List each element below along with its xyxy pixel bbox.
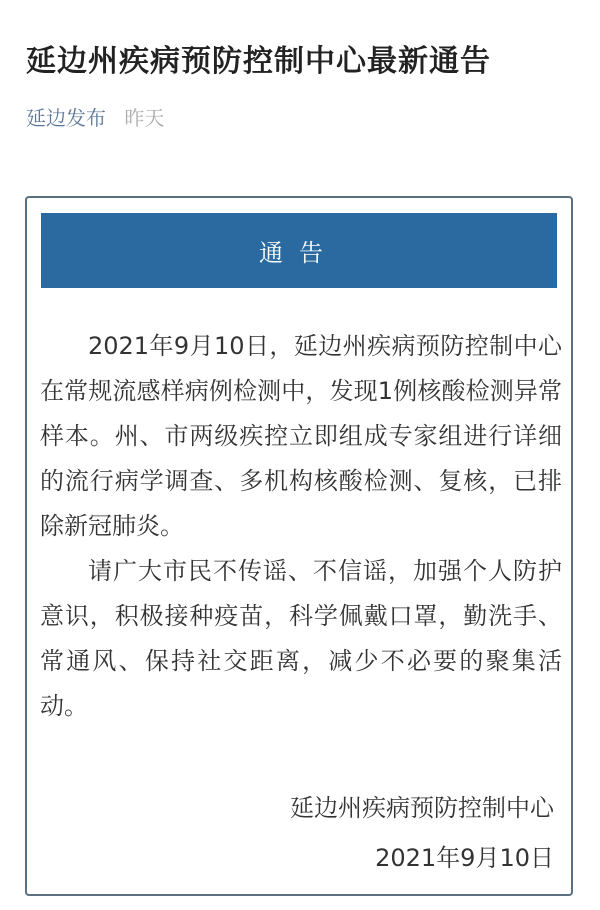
article-meta [26, 102, 164, 131]
paragraph: 2021年9月10日，延边州疾病预防控制中心在常规流感样病例检测中，发现1例核酸检测异常样本。州、市两级疾控立即组成专家组进行详细的流行病学调查、多机构核酸检测、复核，已排除新冠肺炎。 [40, 332, 562, 540]
publish-time: 昨天 [124, 106, 165, 130]
article-title: 延边州疾病预防控制中心最新通告 [26, 44, 491, 79]
signature-org: 延边州疾病预防控制中心 [290, 794, 554, 822]
signature-date: 2021年9月10日 [375, 844, 554, 872]
source-link[interactable]: 延边发布 [26, 106, 106, 130]
paragraph: 请广大市民不传谣、不信谣，加强个人防护意识，积极接种疫苗，科学佩戴口罩，勤洗手、常通风、保持社交距离，减少不必要的聚集活动。 [40, 557, 562, 720]
notice-body [40, 324, 562, 729]
notice-banner: 通告 [41, 213, 557, 288]
